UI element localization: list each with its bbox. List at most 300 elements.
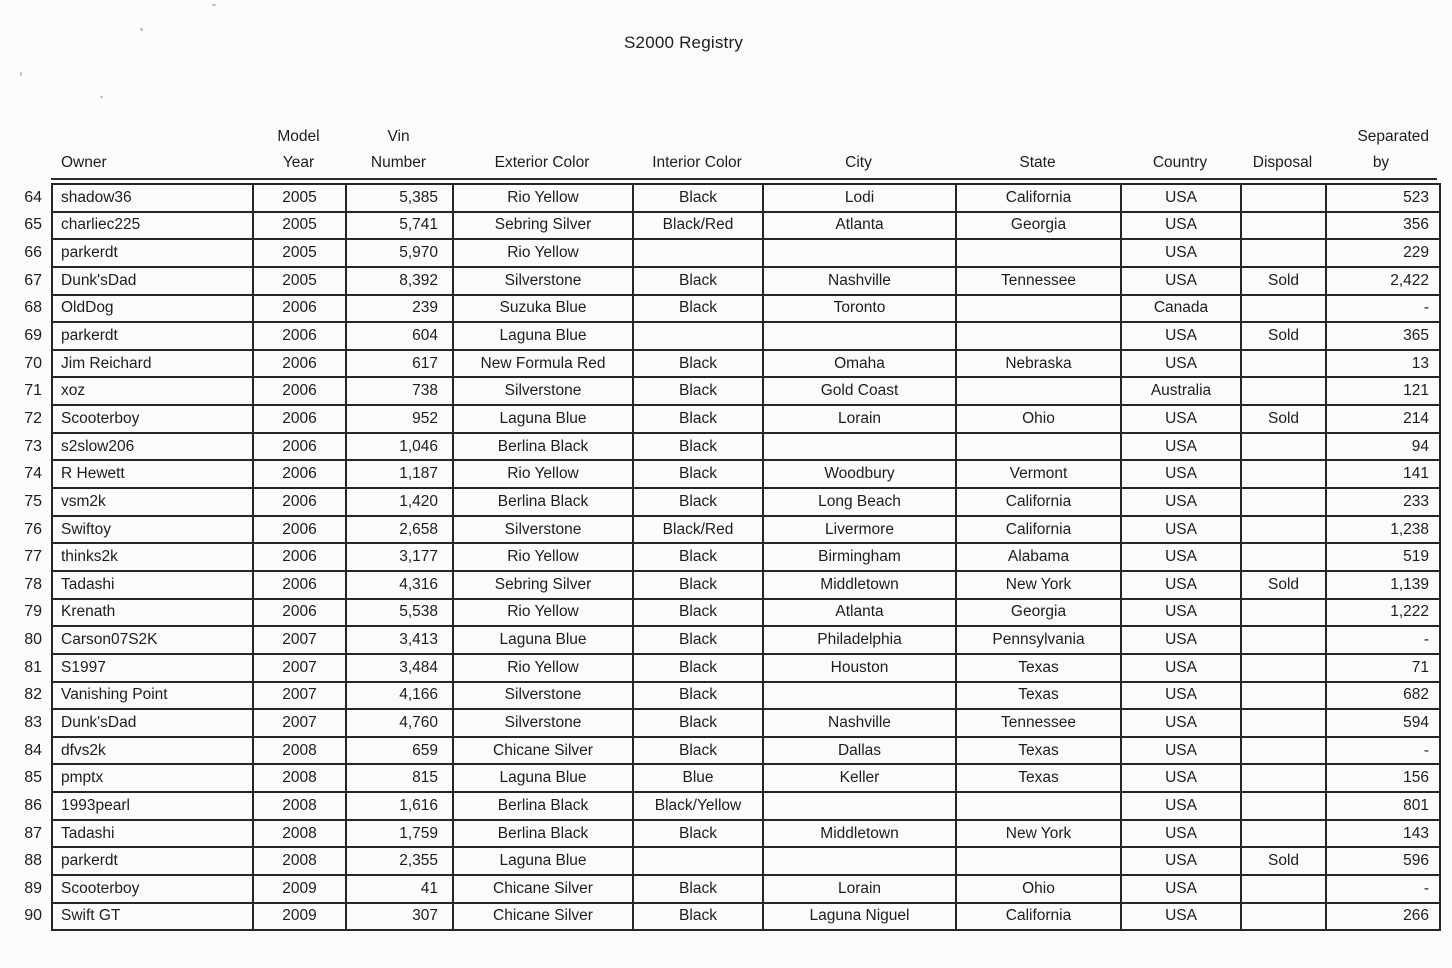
cell-city <box>764 434 957 460</box>
cell-vin: 815 <box>347 765 454 791</box>
table-row <box>24 296 1439 324</box>
cell-year: 2006 <box>254 461 347 487</box>
cell-city: Houston <box>764 655 957 681</box>
cell-country: USA <box>1122 240 1242 266</box>
cell-city: Laguna Niguel <box>764 904 957 930</box>
cell-owner: Swift GT <box>53 904 254 930</box>
cell-disposal: Sold <box>1242 406 1327 432</box>
cell-disposal <box>1242 434 1327 460</box>
cell-country: USA <box>1122 351 1242 377</box>
cell-interior: Black <box>634 185 764 211</box>
cell-separated: 519 <box>1403 548 1429 566</box>
cell-owner: Dunk'sDad <box>53 710 254 736</box>
table-row <box>24 710 1439 738</box>
cell-vin: 1,420 <box>347 489 454 515</box>
cell-interior: Black <box>634 821 764 847</box>
cell-separated: 523 <box>1403 188 1429 206</box>
table-row <box>24 406 1439 434</box>
cell-state: New York <box>957 821 1122 847</box>
cell-year: 2008 <box>254 821 347 847</box>
cell-owner: xoz <box>53 378 254 404</box>
cell-interior: Black <box>634 434 764 460</box>
cell-year: 2006 <box>254 406 347 432</box>
cell-year: 2006 <box>254 323 347 349</box>
table-row <box>24 351 1439 379</box>
cell-interior: Black <box>634 268 764 294</box>
cell-city <box>764 793 957 819</box>
cell-year: 2007 <box>254 655 347 681</box>
cell-separated: 121 <box>1403 382 1429 400</box>
cell-country: USA <box>1122 517 1242 543</box>
cell-disposal <box>1242 544 1327 570</box>
row-number: 85 <box>24 769 42 787</box>
cell-vin: 3,484 <box>347 655 454 681</box>
cell-interior: Blue <box>634 765 764 791</box>
col-header-disposal: Disposal <box>1240 112 1325 180</box>
row-number: 77 <box>24 548 42 566</box>
cell-disposal <box>1242 240 1327 266</box>
row-number: 74 <box>24 465 42 483</box>
cell-vin: 604 <box>347 323 454 349</box>
cell-city: Nashville <box>764 710 957 736</box>
cell-country: USA <box>1122 655 1242 681</box>
cell-separated: - <box>1423 741 1429 759</box>
col-header-owner: Owner <box>51 112 252 180</box>
cell-country: USA <box>1122 627 1242 653</box>
cell-disposal <box>1242 517 1327 543</box>
cell-exterior: Berlina Black <box>454 821 634 847</box>
cell-state: Ohio <box>957 406 1122 432</box>
cell-separated: 229 <box>1403 244 1429 262</box>
cell-separated: 233 <box>1403 492 1429 510</box>
table-row <box>24 185 1439 213</box>
cell-state <box>957 848 1122 874</box>
cell-disposal <box>1242 710 1327 736</box>
row-number: 72 <box>24 409 42 427</box>
cell-state: Tennessee <box>957 710 1122 736</box>
col-header-exterior: Exterior Color <box>452 112 632 180</box>
cell-owner: R Hewett <box>53 461 254 487</box>
row-number: 79 <box>24 603 42 621</box>
cell-separated: 1,238 <box>1390 520 1429 538</box>
cell-owner: thinks2k <box>53 544 254 570</box>
cell-year: 2006 <box>254 351 347 377</box>
cell-year: 2006 <box>254 434 347 460</box>
table-row <box>24 848 1439 876</box>
table-row <box>24 378 1439 406</box>
cell-owner: pmptx <box>53 765 254 791</box>
cell-year: 2007 <box>254 683 347 709</box>
cell-vin: 5,385 <box>347 185 454 211</box>
cell-city: Dallas <box>764 738 957 764</box>
cell-vin: 239 <box>347 296 454 322</box>
cell-vin: 5,538 <box>347 600 454 626</box>
cell-country: USA <box>1122 185 1242 211</box>
cell-interior <box>634 240 764 266</box>
cell-country: USA <box>1122 793 1242 819</box>
scan-speck <box>20 72 22 76</box>
table-row <box>24 489 1439 517</box>
cell-year: 2006 <box>254 296 347 322</box>
cell-separated: 266 <box>1403 907 1429 925</box>
cell-state: Nebraska <box>957 351 1122 377</box>
cell-owner: Carson07S2K <box>53 627 254 653</box>
row-number: 69 <box>24 327 42 345</box>
cell-country: Australia <box>1122 378 1242 404</box>
cell-interior: Black/Yellow <box>634 793 764 819</box>
cell-vin: 3,177 <box>347 544 454 570</box>
cell-interior <box>634 323 764 349</box>
col-header-separated: Separated by <box>1325 112 1437 180</box>
cell-disposal: Sold <box>1242 323 1327 349</box>
cell-interior: Black <box>634 876 764 902</box>
cell-city: Long Beach <box>764 489 957 515</box>
cell-state: Georgia <box>957 600 1122 626</box>
cell-interior: Black <box>634 683 764 709</box>
cell-country: USA <box>1122 434 1242 460</box>
cell-exterior: Chicane Silver <box>454 738 634 764</box>
cell-separated: 71 <box>1411 658 1429 676</box>
cell-exterior: Suzuka Blue <box>454 296 634 322</box>
cell-state: Texas <box>957 765 1122 791</box>
scan-speck <box>140 28 143 31</box>
cell-owner: dfvs2k <box>53 738 254 764</box>
cell-country: USA <box>1122 461 1242 487</box>
row-number: 76 <box>24 520 42 538</box>
cell-exterior: Laguna Blue <box>454 323 634 349</box>
table-row <box>24 655 1439 683</box>
cell-city: Toronto <box>764 296 957 322</box>
cell-year: 2008 <box>254 765 347 791</box>
cell-vin: 952 <box>347 406 454 432</box>
cell-year: 2008 <box>254 738 347 764</box>
cell-vin: 4,760 <box>347 710 454 736</box>
cell-exterior: Sebring Silver <box>454 572 634 598</box>
cell-vin: 5,970 <box>347 240 454 266</box>
cell-year: 2006 <box>254 378 347 404</box>
cell-separated: 214 <box>1403 409 1429 427</box>
cell-state: Texas <box>957 683 1122 709</box>
cell-exterior: Chicane Silver <box>454 904 634 930</box>
cell-exterior: New Formula Red <box>454 351 634 377</box>
cell-vin: 2,355 <box>347 848 454 874</box>
cell-year: 2006 <box>254 517 347 543</box>
cell-disposal <box>1242 904 1327 930</box>
cell-state: Ohio <box>957 876 1122 902</box>
cell-exterior: Silverstone <box>454 683 634 709</box>
cell-vin: 307 <box>347 904 454 930</box>
cell-disposal <box>1242 765 1327 791</box>
cell-disposal <box>1242 185 1327 211</box>
cell-interior: Black <box>634 572 764 598</box>
table-row <box>24 544 1439 572</box>
table-row <box>24 268 1439 296</box>
cell-disposal <box>1242 793 1327 819</box>
cell-separated: 801 <box>1403 796 1429 814</box>
cell-vin: 1,759 <box>347 821 454 847</box>
cell-owner: 1993pearl <box>53 793 254 819</box>
cell-country: USA <box>1122 683 1242 709</box>
cell-state: Vermont <box>957 461 1122 487</box>
table-row <box>24 213 1439 241</box>
cell-exterior: Silverstone <box>454 268 634 294</box>
cell-exterior: Rio Yellow <box>454 185 634 211</box>
cell-state: California <box>957 904 1122 930</box>
cell-interior: Black <box>634 461 764 487</box>
cell-year: 2006 <box>254 544 347 570</box>
cell-city <box>764 848 957 874</box>
cell-exterior: Chicane Silver <box>454 876 634 902</box>
cell-exterior: Rio Yellow <box>454 240 634 266</box>
cell-country: Canada <box>1122 296 1242 322</box>
cell-interior: Black <box>634 296 764 322</box>
cell-country: USA <box>1122 600 1242 626</box>
cell-separated: 156 <box>1403 769 1429 787</box>
cell-year: 2009 <box>254 904 347 930</box>
cell-year: 2009 <box>254 876 347 902</box>
cell-separated: 143 <box>1403 824 1429 842</box>
cell-disposal <box>1242 461 1327 487</box>
cell-vin: 2,658 <box>347 517 454 543</box>
cell-year: 2005 <box>254 185 347 211</box>
row-number: 65 <box>24 216 42 234</box>
cell-exterior: Laguna Blue <box>454 848 634 874</box>
cell-interior: Black/Red <box>634 213 764 239</box>
cell-state: Georgia <box>957 213 1122 239</box>
cell-disposal <box>1242 683 1327 709</box>
cell-disposal <box>1242 655 1327 681</box>
cell-exterior: Laguna Blue <box>454 406 634 432</box>
cell-owner: S1997 <box>53 655 254 681</box>
cell-exterior: Silverstone <box>454 517 634 543</box>
table-header <box>51 112 1437 180</box>
cell-owner: Swiftoy <box>53 517 254 543</box>
cell-owner: parkerdt <box>53 323 254 349</box>
cell-year: 2006 <box>254 572 347 598</box>
row-number: 81 <box>24 658 42 676</box>
cell-owner: Jim Reichard <box>53 351 254 377</box>
cell-exterior: Rio Yellow <box>454 655 634 681</box>
cell-city: Atlanta <box>764 213 957 239</box>
cell-city: Gold Coast <box>764 378 957 404</box>
registry-table <box>24 183 1441 931</box>
cell-country: USA <box>1122 876 1242 902</box>
cell-separated: 365 <box>1403 327 1429 345</box>
cell-city: Birmingham <box>764 544 957 570</box>
cell-owner: parkerdt <box>53 848 254 874</box>
cell-owner: parkerdt <box>53 240 254 266</box>
cell-separated: 596 <box>1403 852 1429 870</box>
row-number: 75 <box>24 492 42 510</box>
cell-disposal <box>1242 213 1327 239</box>
cell-owner: Vanishing Point <box>53 683 254 709</box>
cell-city: Lodi <box>764 185 957 211</box>
cell-interior: Black <box>634 378 764 404</box>
cell-year: 2006 <box>254 600 347 626</box>
cell-owner: charliec225 <box>53 213 254 239</box>
cell-country: USA <box>1122 765 1242 791</box>
cell-city: Middletown <box>764 821 957 847</box>
cell-disposal <box>1242 600 1327 626</box>
table-row <box>24 461 1439 489</box>
row-number: 88 <box>24 852 42 870</box>
cell-disposal <box>1242 351 1327 377</box>
cell-year: 2007 <box>254 627 347 653</box>
cell-country: USA <box>1122 904 1242 930</box>
cell-vin: 1,046 <box>347 434 454 460</box>
cell-country: USA <box>1122 544 1242 570</box>
row-number: 68 <box>24 299 42 317</box>
cell-vin: 4,316 <box>347 572 454 598</box>
col-header-country: Country <box>1120 112 1240 180</box>
row-number: 73 <box>24 437 42 455</box>
cell-interior: Black <box>634 655 764 681</box>
cell-interior: Black/Red <box>634 517 764 543</box>
cell-interior: Black <box>634 351 764 377</box>
cell-vin: 8,392 <box>347 268 454 294</box>
cell-interior <box>634 848 764 874</box>
cell-country: USA <box>1122 738 1242 764</box>
cell-country: USA <box>1122 213 1242 239</box>
cell-state: New York <box>957 572 1122 598</box>
cell-owner: Scooterboy <box>53 406 254 432</box>
cell-owner: s2slow206 <box>53 434 254 460</box>
table-row <box>24 323 1439 351</box>
cell-interior: Black <box>634 600 764 626</box>
cell-state: California <box>957 489 1122 515</box>
cell-exterior: Berlina Black <box>454 793 634 819</box>
cell-separated: - <box>1423 299 1429 317</box>
row-number: 84 <box>24 741 42 759</box>
cell-interior: Black <box>634 904 764 930</box>
cell-city: Omaha <box>764 351 957 377</box>
cell-city <box>764 240 957 266</box>
cell-state: Pennsylvania <box>957 627 1122 653</box>
cell-year: 2008 <box>254 793 347 819</box>
col-header-year: Model Year <box>252 112 345 180</box>
cell-separated: 2,422 <box>1390 271 1429 289</box>
scan-speck <box>212 4 216 6</box>
table-row <box>24 572 1439 600</box>
cell-separated: 1,139 <box>1390 575 1429 593</box>
cell-exterior: Rio Yellow <box>454 544 634 570</box>
cell-disposal <box>1242 876 1327 902</box>
cell-interior: Black <box>634 544 764 570</box>
cell-state: Texas <box>957 655 1122 681</box>
cell-state: Tennessee <box>957 268 1122 294</box>
cell-owner: Scooterboy <box>53 876 254 902</box>
cell-city: Woodbury <box>764 461 957 487</box>
cell-owner: OldDog <box>53 296 254 322</box>
cell-vin: 659 <box>347 738 454 764</box>
cell-separated: 94 <box>1411 437 1429 455</box>
page-title: S2000 Registry <box>624 33 744 52</box>
cell-separated: - <box>1423 879 1429 897</box>
cell-disposal <box>1242 821 1327 847</box>
cell-owner: Tadashi <box>53 572 254 598</box>
cell-vin: 738 <box>347 378 454 404</box>
cell-country: USA <box>1122 572 1242 598</box>
cell-vin: 4,166 <box>347 683 454 709</box>
cell-owner: Tadashi <box>53 821 254 847</box>
row-number: 64 <box>24 188 42 206</box>
cell-disposal: Sold <box>1242 268 1327 294</box>
cell-country: USA <box>1122 848 1242 874</box>
row-number: 83 <box>24 713 42 731</box>
cell-separated: 13 <box>1411 354 1429 372</box>
col-header-state: State <box>955 112 1120 180</box>
cell-country: USA <box>1122 323 1242 349</box>
cell-separated: 356 <box>1403 216 1429 234</box>
cell-exterior: Sebring Silver <box>454 213 634 239</box>
cell-state <box>957 296 1122 322</box>
cell-year: 2005 <box>254 213 347 239</box>
cell-city: Keller <box>764 765 957 791</box>
table-row <box>24 434 1439 462</box>
cell-exterior: Silverstone <box>454 710 634 736</box>
cell-country: USA <box>1122 489 1242 515</box>
cell-country: USA <box>1122 821 1242 847</box>
cell-year: 2006 <box>254 489 347 515</box>
cell-interior: Black <box>634 406 764 432</box>
row-number: 82 <box>24 686 42 704</box>
cell-disposal <box>1242 627 1327 653</box>
cell-separated: 141 <box>1403 465 1429 483</box>
cell-year: 2005 <box>254 240 347 266</box>
cell-interior: Black <box>634 710 764 736</box>
table-row <box>24 683 1439 711</box>
table-row <box>24 765 1439 793</box>
cell-disposal <box>1242 296 1327 322</box>
cell-owner: vsm2k <box>53 489 254 515</box>
cell-city: Middletown <box>764 572 957 598</box>
table-row <box>24 738 1439 766</box>
cell-disposal <box>1242 378 1327 404</box>
row-number: 67 <box>24 271 42 289</box>
cell-vin: 617 <box>347 351 454 377</box>
row-number: 90 <box>24 907 42 925</box>
cell-exterior: Berlina Black <box>454 489 634 515</box>
cell-year: 2008 <box>254 848 347 874</box>
cell-disposal <box>1242 738 1327 764</box>
cell-city: Nashville <box>764 268 957 294</box>
cell-exterior: Rio Yellow <box>454 461 634 487</box>
cell-exterior: Rio Yellow <box>454 600 634 626</box>
row-number: 71 <box>24 382 42 400</box>
cell-vin: 1,187 <box>347 461 454 487</box>
row-number: 78 <box>24 575 42 593</box>
cell-country: USA <box>1122 406 1242 432</box>
cell-city: Lorain <box>764 406 957 432</box>
cell-owner: Dunk'sDad <box>53 268 254 294</box>
cell-vin: 1,616 <box>347 793 454 819</box>
cell-vin: 5,741 <box>347 213 454 239</box>
table-row <box>24 627 1439 655</box>
col-header-city: City <box>762 112 955 180</box>
table-row <box>24 600 1439 628</box>
row-number: 70 <box>24 354 42 372</box>
cell-state: California <box>957 185 1122 211</box>
cell-owner: Krenath <box>53 600 254 626</box>
row-number: 80 <box>24 631 42 649</box>
cell-exterior: Berlina Black <box>454 434 634 460</box>
cell-state <box>957 240 1122 266</box>
cell-disposal <box>1242 489 1327 515</box>
cell-separated: 594 <box>1403 713 1429 731</box>
cell-state <box>957 434 1122 460</box>
cell-exterior: Laguna Blue <box>454 627 634 653</box>
cell-vin: 41 <box>347 876 454 902</box>
